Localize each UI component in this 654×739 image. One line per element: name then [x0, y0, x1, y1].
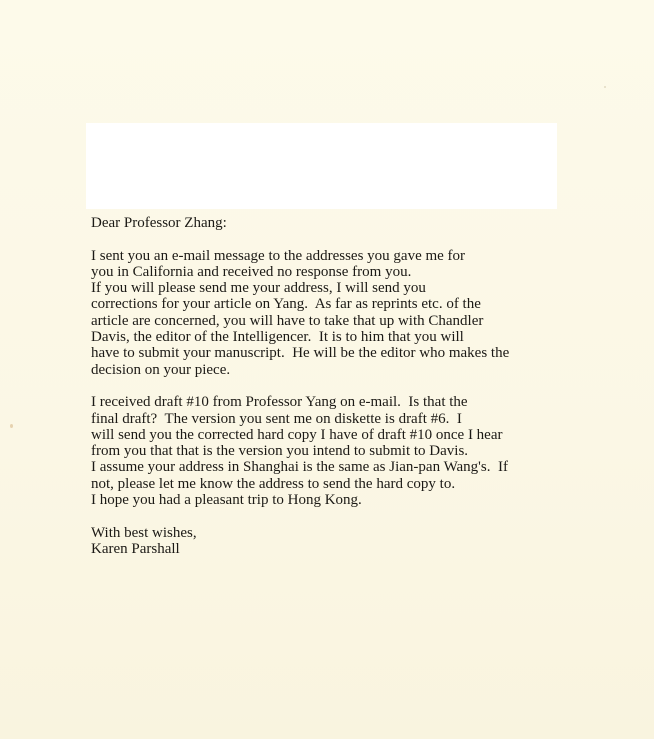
text-line: from you that that is the version you intend to submit to Davis. [91, 443, 469, 460]
text-line: decision on your piece. [91, 361, 231, 378]
closing: With best wishes, [91, 524, 197, 541]
text-line: I hope you had a pleasant trip to Hong Kong. [91, 492, 362, 509]
text-line: will send you the corrected hard copy I have of draft #10 once I hear [91, 426, 503, 443]
text-line: I sent you an e-mail message to the addresses you gave me for [91, 247, 466, 264]
text-line: I assume your address in Shanghai is the same as Jian-pan Wang's. If [91, 459, 508, 476]
salutation: Dear Professor Zhang: [91, 215, 227, 231]
paper-blemish [604, 86, 606, 88]
signature: Karen Parshall [91, 540, 180, 557]
text-line: I received draft #10 from Professor Yang on e-mail. Is that the [91, 394, 468, 411]
text-line: corrections for your article on Yang. As far as reprints etc. of the [91, 296, 481, 313]
text-line: not, please let me know the address to send the hard copy to. [91, 475, 456, 492]
text-line: If you will please send me your address, I will send you [91, 280, 426, 297]
text-line: have to submit your manuscript. He will be the editor who makes the [91, 345, 510, 362]
letter-body [91, 215, 531, 557]
paragraph-spacer [91, 378, 531, 394]
redacted-header-block [86, 123, 557, 209]
paragraph-2 [91, 394, 531, 508]
paragraph-spacer [91, 508, 531, 524]
text-line: Davis, the editor of the Intelligencer. It is to him that you will [91, 329, 464, 346]
paper-blemish [10, 424, 13, 428]
text-line: you in California and received no response from you. [91, 263, 412, 280]
text-line: article are concerned, you will have to take that up with Chandler [91, 312, 484, 329]
paragraph-spacer [91, 231, 531, 247]
paragraph-1 [91, 248, 531, 378]
text-line: final draft? The version you sent me on diskette is draft #6. I [91, 410, 462, 427]
